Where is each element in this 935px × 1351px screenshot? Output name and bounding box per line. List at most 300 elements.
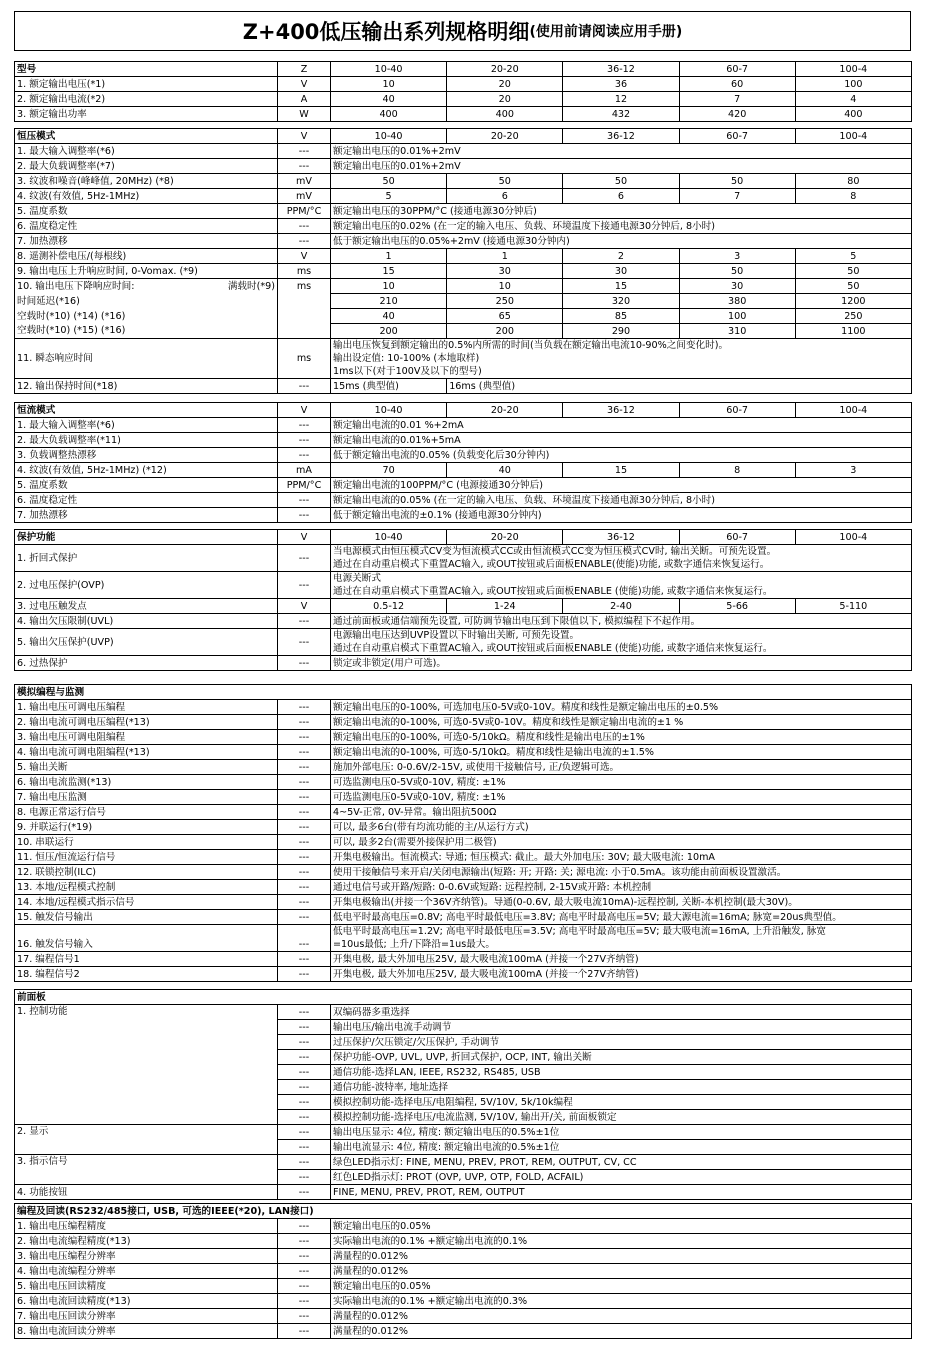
text-line: 通过在自动重启模式下重置AC输入, 或OUT按钮或后面板ENABLE (使能)功能, 或数字通信来恢复运行。: [333, 643, 773, 654]
unit-cell: ---: [278, 967, 331, 982]
row-text: 可选监测电压0-5V或0-10V, 精度: ±1%: [331, 775, 912, 790]
row-text: 模拟控制功能-选择电压/电流监测, 5V/10V, 输出开/关, 前面板锁定: [331, 1110, 912, 1125]
row-name: 18. 编程信号2: [15, 967, 278, 982]
row-text: 低于额定输出电流的±0.1% (接通电源30分钟内): [331, 508, 912, 523]
unit-cell: mA: [278, 463, 331, 478]
row-text: 满量程的0.012%: [331, 1324, 912, 1339]
model-cell: 60-7: [679, 129, 795, 144]
row-name: 16. 触发信号输入: [15, 925, 278, 952]
row-text: [331, 339, 912, 379]
spec-row: [15, 107, 912, 122]
unit-cell: ---: [278, 745, 331, 760]
value-cell: 50: [447, 174, 563, 189]
unit-cell: ---: [278, 1125, 331, 1140]
row-name: 2. 最大负载调整率(*11): [15, 433, 278, 448]
section-analog-programming: [14, 684, 912, 982]
value-cell: 1200: [795, 294, 911, 309]
row-name: 15. 触发信号输出: [15, 910, 278, 925]
unit-cell: ---: [278, 790, 331, 805]
unit-cell: ---: [278, 572, 331, 599]
value-cell: 1-24: [447, 599, 563, 614]
value-cell: 290: [563, 324, 679, 339]
model-cell: 60-7: [679, 403, 795, 418]
row-name: 17. 编程信号1: [15, 952, 278, 967]
spec-row: [15, 448, 912, 463]
unit-cell: V: [278, 129, 331, 144]
row-name: 8. 输出电流回读分辨率: [15, 1324, 278, 1339]
text-line: 输出电压恢复到额定输出的0.5%内所需的时间(当负载在额定输出电流10-90%之间变化时)。: [333, 340, 729, 351]
unit-cell: ---: [278, 850, 331, 865]
row-text: 低于额定输出电压的0.05%+2mV (接通电源30分钟内): [331, 234, 912, 249]
title-main: Z+400低压输出系列规格明细: [242, 20, 530, 44]
unit-cell: ---: [278, 1080, 331, 1095]
model-cell: 100-4: [795, 129, 911, 144]
value-cell: 30: [447, 264, 563, 279]
unit-cell: ---: [278, 715, 331, 730]
unit-cell: ---: [278, 418, 331, 433]
unit-cell: ---: [278, 433, 331, 448]
value-cell: 5: [331, 189, 447, 204]
unit-cell: W: [278, 107, 331, 122]
row-name: 1. 输出电压编程精度: [15, 1219, 278, 1234]
row-text: 开集电极, 最大外加电压25V, 最大吸电流100mA (并接一个27V齐纳管): [331, 952, 912, 967]
unit-cell: ---: [278, 775, 331, 790]
row-text: 额定输出电流的0.01%+5mA: [331, 433, 912, 448]
row-name: 5. 温度系数: [15, 204, 278, 219]
spec-row: [15, 745, 912, 760]
spec-row: [15, 1264, 912, 1279]
value-cell: 20: [447, 77, 563, 92]
spec-row: [15, 1125, 912, 1140]
value-cell: 5-110: [795, 599, 911, 614]
value-cell: 15: [563, 279, 679, 294]
text-line: 通过在自动重启模式下重置AC输入, 或OUT按钮或后面板ENABLE (使能)功能, 或数字通信来恢复运行。: [333, 586, 773, 597]
unit-cell: ms: [278, 279, 331, 294]
text-line: 电源关断式: [333, 573, 381, 584]
unit-cell: ---: [278, 614, 331, 629]
row-text: 输出电流显示: 4位, 精度: 额定输出电流的0.5%±1位: [331, 1140, 912, 1155]
row-name: 4. 输出电流编程分辨率: [15, 1264, 278, 1279]
row-text: 额定输出电压的0.01%+2mV: [331, 159, 912, 174]
value-cell: 50: [679, 174, 795, 189]
unit-cell: ---: [278, 448, 331, 463]
row-name: 1. 折回式保护: [15, 545, 278, 572]
unit-cell: ---: [278, 700, 331, 715]
row-text: 额定输出电流的0-100%, 可选0-5V或0-10V。精度和线性是额定输出电流的±1 %: [331, 715, 912, 730]
value-cell: 3: [679, 249, 795, 264]
value-cell: 7: [679, 92, 795, 107]
model-cell: 100-4: [795, 62, 911, 77]
spec-row: [15, 324, 912, 339]
row-name: 2. 输出电流可调电压编程(*13): [15, 715, 278, 730]
spec-row: [15, 77, 912, 92]
row-text: [331, 629, 912, 656]
spec-row: [15, 249, 912, 264]
section-front-panel: [14, 989, 912, 1200]
value-cell: 320: [563, 294, 679, 309]
value-cell: 5-66: [679, 599, 795, 614]
spec-row: [15, 1234, 912, 1249]
model-cell: 36-12: [563, 129, 679, 144]
spec-row: [15, 865, 912, 880]
section-title: 恒压模式: [15, 129, 278, 144]
section-title: 恒流模式: [15, 403, 278, 418]
row-text: [331, 925, 912, 952]
unit-cell: [278, 294, 331, 309]
row-text: 锁定或非锁定(用户可选)。: [331, 656, 912, 671]
row-text: 输出电压/输出电流手动调节: [331, 1020, 912, 1035]
model-cell: 10-40: [331, 62, 447, 77]
row-name: 5. 输出关断: [15, 760, 278, 775]
row-text: 绿色LED指示灯: FINE, MENU, PREV, PROT, REM, OUTPUT, CV, CC: [331, 1155, 912, 1170]
row-name: 7. 加热漂移: [15, 234, 278, 249]
value-cell: 40: [447, 463, 563, 478]
row-text: 额定输出电压的0.01%+2mV: [331, 144, 912, 159]
spec-row: [15, 880, 912, 895]
value-cell: 8: [795, 189, 911, 204]
spec-row: [15, 508, 912, 523]
spec-row: [15, 264, 912, 279]
value-cell: 10: [331, 77, 447, 92]
model-cell: 20-20: [447, 403, 563, 418]
spec-row: [15, 715, 912, 730]
section-title: 保护功能: [15, 530, 278, 545]
spec-row: [15, 835, 912, 850]
text-line: =10us最低; 上升/下降沿=1us最大。: [333, 939, 495, 950]
row-name: 7. 输出电压回读分辨率: [15, 1309, 278, 1324]
row-name: 3. 指示信号: [15, 1155, 278, 1185]
row-text: 模拟控制功能-选择电压/电阻编程, 5V/10V, 5k/10k编程: [331, 1095, 912, 1110]
value-cell: 50: [331, 174, 447, 189]
value-cell: 400: [795, 107, 911, 122]
unit-cell: mV: [278, 174, 331, 189]
row-text: 额定输出电压的0.02% (在一定的输入电压、负载、环境温度下接通电源30分钟后, 8小时): [331, 219, 912, 234]
unit-cell: V: [278, 530, 331, 545]
unit-cell: V: [278, 403, 331, 418]
unit-cell: ---: [278, 1140, 331, 1155]
value-cell: 210: [331, 294, 447, 309]
text-line: 通过在自动重启模式下重置AC输入, 或OUT按钮或后面板ENABLE(使能)功能, 或数字通信来恢复运行。: [333, 559, 770, 570]
value-cell: 6: [447, 189, 563, 204]
section-header: [15, 990, 912, 1005]
unit-cell: ---: [278, 1095, 331, 1110]
text-line: 1ms以下(对于100V及以下的型号): [333, 366, 482, 377]
row-text: 过压保护/欠压锁定/欠压保护, 手动调节: [331, 1035, 912, 1050]
spec-row: [15, 174, 912, 189]
section-model: [14, 61, 912, 122]
row-text: 开集电极, 最大外加电压25V, 最大吸电流100mA (并接一个27V齐纳管): [331, 967, 912, 982]
row-name: 6. 温度稳定性: [15, 219, 278, 234]
spec-row: [15, 1155, 912, 1170]
value-cell: 30: [563, 264, 679, 279]
unit-cell: ---: [278, 820, 331, 835]
row-text: 额定输出电流的0.01 %+2mA: [331, 418, 912, 433]
row-name-main: 10. 输出电压下降响应时间:: [17, 280, 135, 292]
row-name: 时间延迟(*16): [15, 294, 278, 309]
value-cell: 200: [331, 324, 447, 339]
value-cell: 432: [563, 107, 679, 122]
value-cell: 200: [447, 324, 563, 339]
value-cell: 4: [795, 92, 911, 107]
row-text: 满量程的0.012%: [331, 1309, 912, 1324]
spec-row: [15, 850, 912, 865]
row-text: 通过前面板或通信端预先设置, 可防调节输出电压到下限值以下, 模拟编程下不起作用。: [331, 614, 912, 629]
spec-row: [15, 433, 912, 448]
row-text: 额定输出电流的100PPM/°C (电源接通30分钟后): [331, 478, 912, 493]
row-name: 2. 额定输出电流(*2): [15, 92, 278, 107]
value-cell: 16ms (典型值): [447, 379, 912, 394]
value-cell: 8: [679, 463, 795, 478]
row-name: 3. 负载调整热漂移: [15, 448, 278, 463]
spec-row: [15, 463, 912, 478]
row-name: 9. 输出电压上升响应时间, 0-Vomax. (*9): [15, 264, 278, 279]
spec-row: [15, 144, 912, 159]
model-cell: 100-4: [795, 403, 911, 418]
row-name: [15, 279, 278, 294]
unit-cell: mV: [278, 189, 331, 204]
row-text: 开集电极输出。恒流模式: 导通; 恒压模式: 截止。最大外加电压: 30V; 最大吸电流: 10mA: [331, 850, 912, 865]
spec-row: [15, 294, 912, 309]
text-line: 低电平时最高电压=1.2V; 高电平时最低电压=3.5V; 高电平时最高电压=5V; 最大吸电流=16mA, 上升沿触发, 脉宽: [333, 926, 826, 937]
row-name: 13. 本地/远程模式控制: [15, 880, 278, 895]
section-title: 模拟编程与监测: [15, 685, 912, 700]
spec-row: [15, 1219, 912, 1234]
unit-cell: PPM/°C: [278, 478, 331, 493]
spec-row: [15, 219, 912, 234]
row-text: 实际输出电流的0.1% +额定输出电流的0.1%: [331, 1234, 912, 1249]
unit-cell: ---: [278, 508, 331, 523]
value-cell: 30: [679, 279, 795, 294]
unit-cell: ---: [278, 1294, 331, 1309]
value-cell: 400: [447, 107, 563, 122]
value-cell: 100: [795, 77, 911, 92]
row-name: 7. 输出电压监测: [15, 790, 278, 805]
value-cell: 0.5-12: [331, 599, 447, 614]
row-name: 3. 输出电压编程分辨率: [15, 1249, 278, 1264]
spec-row: [15, 895, 912, 910]
spec-row: [15, 1005, 912, 1020]
value-cell: 3: [795, 463, 911, 478]
section-header: [15, 685, 912, 700]
unit-cell: PPM/°C: [278, 204, 331, 219]
spec-row: [15, 599, 912, 614]
row-text: 额定输出电压的0-100%, 可选加电压0-5V或0-10V。精度和线性是额定输出电压的±0.5%: [331, 700, 912, 715]
row-text: 双编码器多重选择: [331, 1005, 912, 1020]
unit-cell: ---: [278, 1324, 331, 1339]
unit-cell: ---: [278, 379, 331, 394]
unit-cell: ---: [278, 144, 331, 159]
row-name: 5. 温度系数: [15, 478, 278, 493]
spec-row: [15, 1309, 912, 1324]
unit-cell: ---: [278, 545, 331, 572]
spec-row: [15, 572, 912, 599]
row-name: 11. 恒压/恒流运行信号: [15, 850, 278, 865]
section-header: [15, 403, 912, 418]
section-programming-readback: [14, 1203, 912, 1339]
row-text: 施加外部电压: 0-0.6V/2-15V, 或使用干接触信号, 正/负逻辑可选。: [331, 760, 912, 775]
row-text: 可以, 最多6台(带有均流功能的主/从运行方式): [331, 820, 912, 835]
value-cell: 250: [795, 309, 911, 324]
value-cell: 10: [331, 279, 447, 294]
model-cell: 10-40: [331, 530, 447, 545]
row-name: 2. 显示: [15, 1125, 278, 1155]
value-cell: 60: [679, 77, 795, 92]
row-name: 4. 纹波(有效值, 5Hz-1MHz): [15, 189, 278, 204]
unit-cell: ---: [278, 1279, 331, 1294]
spec-row: [15, 1279, 912, 1294]
unit-cell: ---: [278, 760, 331, 775]
spec-row: [15, 1294, 912, 1309]
unit-cell: ---: [278, 1155, 331, 1170]
row-name: 1. 额定输出电压(*1): [15, 77, 278, 92]
value-cell: 15ms (典型值): [331, 379, 447, 394]
unit-cell: V: [278, 249, 331, 264]
unit-cell: ---: [278, 159, 331, 174]
section-title: 型号: [15, 62, 278, 77]
row-text: 额定输出电压的0-100%, 可选0-5/10kΩ。精度和线性是输出电压的±1%: [331, 730, 912, 745]
value-cell: 40: [331, 92, 447, 107]
value-cell: 5: [795, 249, 911, 264]
unit-cell: ---: [278, 234, 331, 249]
row-name: 8. 电源正常运行信号: [15, 805, 278, 820]
model-cell: 36-12: [563, 403, 679, 418]
document-title: [14, 11, 911, 51]
value-cell: 100: [679, 309, 795, 324]
spec-row: [15, 478, 912, 493]
unit-cell: ---: [278, 1249, 331, 1264]
model-cell: 60-7: [679, 530, 795, 545]
value-cell: 50: [563, 174, 679, 189]
section-title: 编程及回读(RS232/485接口, USB, 可选的IEEE(*20), LAN接口): [15, 1204, 912, 1219]
value-cell: 70: [331, 463, 447, 478]
row-text: 输出电压显示: 4位, 精度: 额定输出电压的0.5%±1位: [331, 1125, 912, 1140]
unit-cell: ---: [278, 1234, 331, 1249]
row-name: 4. 输出欠压限制(UVL): [15, 614, 278, 629]
row-name: 6. 输出电流监测(*13): [15, 775, 278, 790]
model-cell: 60-7: [679, 62, 795, 77]
unit-cell: ms: [278, 264, 331, 279]
row-name: 空载时(*10) (*15) (*16): [15, 324, 278, 339]
row-name: 6. 温度稳定性: [15, 493, 278, 508]
value-cell: 50: [795, 264, 911, 279]
row-text: 低电平时最高电压=0.8V; 高电平时最低电压=3.8V; 高电平时最高电压=5V; 最大源电流=16mA; 脉宽=20us典型值。: [331, 910, 912, 925]
value-cell: 2: [563, 249, 679, 264]
section-header: [15, 62, 912, 77]
unit-cell: ---: [278, 1050, 331, 1065]
value-cell: 400: [331, 107, 447, 122]
spec-row: [15, 1185, 912, 1200]
row-text: 使用干接触信号来开启/关闭电源输出(短路: 开; 开路: 关; 源电流: 小于0.5mA。该功能由前面板设置激活。: [331, 865, 912, 880]
spec-row: [15, 700, 912, 715]
value-cell: 36: [563, 77, 679, 92]
value-cell: 80: [795, 174, 911, 189]
section-cc-mode: [14, 402, 912, 523]
spec-row: [15, 775, 912, 790]
value-cell: 310: [679, 324, 795, 339]
unit-cell: ---: [278, 1185, 331, 1200]
row-name: 9. 并联运行(*19): [15, 820, 278, 835]
spec-row: [15, 379, 912, 394]
unit-cell: ---: [278, 835, 331, 850]
row-subname: 满载时(*9): [227, 280, 275, 292]
row-text: FINE, MENU, PREV, PROT, REM, OUTPUT: [331, 1185, 912, 1200]
row-text: 通信功能-波特率, 地址选择: [331, 1080, 912, 1095]
row-name: 3. 输出电压可调电阻编程: [15, 730, 278, 745]
spec-row: [15, 189, 912, 204]
value-cell: 1100: [795, 324, 911, 339]
value-cell: 1: [447, 249, 563, 264]
value-cell: 2-40: [563, 599, 679, 614]
unit-cell: ---: [278, 493, 331, 508]
row-text: 额定输出电压的0.05%: [331, 1279, 912, 1294]
row-text: 实际输出电流的0.1% +额定输出电流的0.3%: [331, 1294, 912, 1309]
row-text: 低于额定输出电流的0.05% (负载变化后30分钟内): [331, 448, 912, 463]
spec-row: [15, 279, 912, 294]
text-line: 当电源模式由恒压模式CV变为恒流模式CC或由恒流模式CC变为恒压模式CV时, 输出关断。可预先设置。: [333, 546, 777, 557]
row-name: 1. 输出电压可调电压编程: [15, 700, 278, 715]
spec-row: [15, 545, 912, 572]
unit-cell: ---: [278, 1170, 331, 1185]
unit-cell: [278, 324, 331, 339]
row-name: 14. 本地/远程模式指示信号: [15, 895, 278, 910]
unit-cell: ---: [278, 1309, 331, 1324]
spec-row: [15, 805, 912, 820]
unit-cell: ---: [278, 629, 331, 656]
value-cell: 380: [679, 294, 795, 309]
row-name: 2. 最大负载调整率(*7): [15, 159, 278, 174]
row-text: 可以, 最多2台(需要外接保护用二极管): [331, 835, 912, 850]
spec-row: [15, 339, 912, 379]
row-name: 8. 遥测补偿电压/(每根线): [15, 249, 278, 264]
text-line: 输出设定值: 10-100% (本地取样): [333, 353, 480, 364]
unit-cell: V: [278, 599, 331, 614]
section-protection: [14, 529, 912, 671]
row-name: 3. 过电压触发点: [15, 599, 278, 614]
row-name: 空载时(*10) (*14) (*16): [15, 309, 278, 324]
spec-row: [15, 629, 912, 656]
section-header: [15, 129, 912, 144]
value-cell: 420: [679, 107, 795, 122]
value-cell: 250: [447, 294, 563, 309]
unit-cell: [278, 309, 331, 324]
spec-row: [15, 820, 912, 835]
spec-row: [15, 760, 912, 775]
value-cell: 12: [563, 92, 679, 107]
spec-row: [15, 493, 912, 508]
unit-cell: ---: [278, 1035, 331, 1050]
row-name: 6. 过热保护: [15, 656, 278, 671]
unit-cell: Z: [278, 62, 331, 77]
row-name: 4. 功能按钮: [15, 1185, 278, 1200]
spec-row: [15, 159, 912, 174]
unit-cell: ---: [278, 895, 331, 910]
value-cell: 50: [795, 279, 911, 294]
model-cell: 10-40: [331, 403, 447, 418]
unit-cell: ---: [278, 219, 331, 234]
unit-cell: ---: [278, 1110, 331, 1125]
spec-row: [15, 790, 912, 805]
spec-row: [15, 418, 912, 433]
row-name: 4. 纹波(有效值, 5Hz-1MHz) (*12): [15, 463, 278, 478]
row-name: 3. 纹波和噪音(峰峰值, 20MHz) (*8): [15, 174, 278, 189]
unit-cell: ---: [278, 865, 331, 880]
value-cell: 15: [331, 264, 447, 279]
value-cell: 20: [447, 92, 563, 107]
unit-cell: ---: [278, 1264, 331, 1279]
row-text: 红色LED指示灯: PROT (OVP, UVP, OTP, FOLD, ACFAIL): [331, 1170, 912, 1185]
row-name: 12. 联锁控制(ILC): [15, 865, 278, 880]
unit-cell: ---: [278, 730, 331, 745]
